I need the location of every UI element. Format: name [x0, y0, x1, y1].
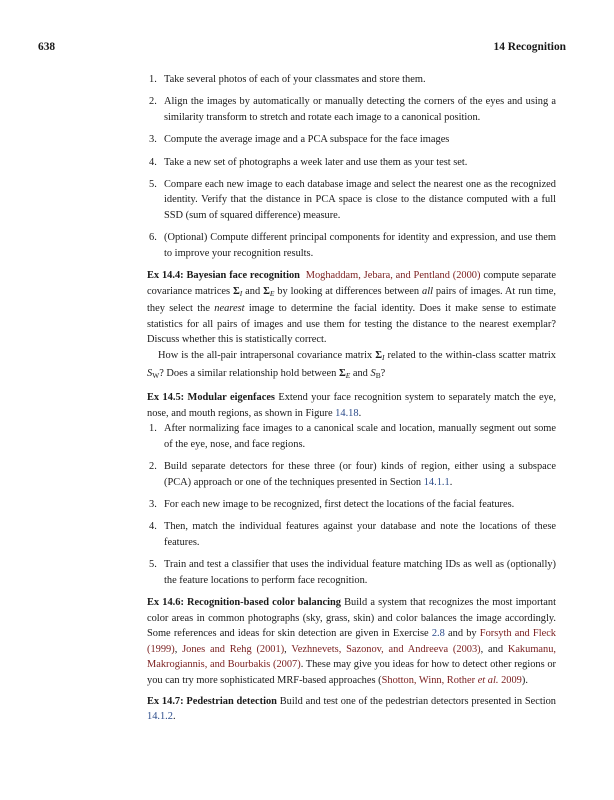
list-item: 3. Compute the average image and a PCA subspace for the face images — [149, 134, 450, 146]
citation-link[interactable]: Kakumanu, Makrogiannis, and Bourbakis (2007) — [147, 643, 557, 671]
modular-eigenfaces-list — [147, 421, 556, 588]
list-item: 2. Align the images by automatically or manually detecting the corners of the eyes and using a similarity transform to stretch and rotate each image to a canonical position. — [149, 96, 556, 123]
list-item: 4. Take a new set of photographs a week later and use them as your test set. — [149, 156, 468, 168]
procedure-list — [147, 72, 556, 261]
list-item: 1. After normalizing face images to a canonical scale and location, manually segment out some of the eye, nose, and face regions. — [149, 423, 556, 450]
exercise-14-7: Ex 14.7: Pedestrian detection Build and test one of the pedestrian detectors presented in Section 14.1.2. — [147, 695, 556, 723]
exercise-14-6: Ex 14.6: Recognition-based color balancing Build a system that recognizes the most important color areas in common photographs (sky, grass, skin) and color balances the image accordingly. Some references and ideas for skin detection are given in Exercise 2.8 and by Forsyth and Fleck (1999), Jones and Rehg (2001), Vezhnevets, Sazonov, and Andreeva (2003), and Kakumanu, Makrogiannis, and Bourbakis (2007). These may give you ideas for how to detect other regions or you can try more sophisticated MRF-based approaches (Shotton, Winn, Rother et al. 2009). — [147, 597, 557, 687]
list-item: 3. For each new image to be recognized, first detect the locations of the facial features. — [149, 499, 515, 511]
citation-link[interactable]: Forsyth and Fleck (1999) — [147, 628, 557, 655]
list-item: 1. Take several photos of each of your classmates and store them. — [149, 74, 426, 85]
citation-link[interactable]: Vezhnevets, Sazonov, and Andreeva (2003) — [291, 643, 481, 655]
exercise-link[interactable]: 2.8 — [431, 628, 445, 640]
exercise-title: Ex 14.7: Pedestrian detection — [147, 695, 277, 707]
exercise-14-4: Ex 14.4: Bayesian face recognition Moghaddam, Jebara, and Pentland (2000) compute separate covariance matrices $\Sigma_I$ and $\Sigma_E$ by looking at differences between all pairs of images. At run time, they select the nearest image to determine the facial identity. Does it make sense to estimate statistics for all pairs of images and use them for testing the distance to the nearest exemplar? Discuss whether this is statistically correct. How is the all-pair intrapersonal covariance matrix $\Sigma_I$ related to the within-class scatter matrix SW? Does a similar relationship hold between $\Sigma_E$ and SB? — [147, 270, 557, 380]
section-link[interactable]: 14.1.2 — [147, 711, 173, 723]
body-text — [147, 72, 556, 725]
list-item: 5. Compare each new image to each database image and select the nearest one as the recognized identity. Verify that the distance in PCA space is close to the distance computed with a full SSD (sum of squared difference) measure. — [149, 179, 556, 221]
page-number: 638 — [38, 41, 56, 53]
list-item: 4. Then, match the individual features against your database and note the locations of these features. — [149, 521, 556, 548]
list-item: 6. (Optional) Compute different principal components for identity and expression, and use them to improve your recognition results. — [149, 232, 556, 259]
exercise-title: Ex 14.6: Recognition-based color balancing — [147, 597, 341, 609]
exercise-title: Ex 14.5: Modular eigenfaces — [147, 392, 275, 404]
list-item: 2. Build separate detectors for these three (or four) kinds of region, either using a subspace (PCA) approach or one of the techniques presented in Section 14.1.1. — [149, 461, 556, 488]
citation-link[interactable]: Shotton, Winn, Rother et al. 2009 — [381, 675, 522, 687]
section-link[interactable]: 14.1.1 — [423, 476, 450, 488]
chapter-title: 14 Recognition — [493, 41, 566, 53]
figure-link[interactable]: 14.18 — [335, 407, 359, 419]
exercise-14-5: Ex 14.5: Modular eigenfaces Extend your face recognition system to separately match the eye, nose, and mouth regions, as shown in Figure 14.18. 1. After normalizing face images to a canonical scale and location, manually segment out some of the eye, nose, and face regions. 2. Build separate detectors for these three (or four) kinds of region, either using a subspace (PCA) approach or one of the techniques presented in Section 14.1.1. 3. For each new image to be recognized, first detect the locations of the facial features. 4. Then, match the individual features against your database and note the locations of these features. 5. Train and test a classifier that uses the individual feature matching IDs as well as (optionally) the feature locations to perform face recognition. — [147, 390, 556, 588]
exercise-title: Ex 14.4: Bayesian face recognition — [147, 270, 300, 282]
citation-link[interactable]: Jones and Rehg (2001) — [182, 643, 285, 655]
citation-link[interactable]: Moghaddam, Jebara, and Pentland (2000) — [305, 270, 481, 282]
list-item: 5. Train and test a classifier that uses the individual feature matching IDs as well as (optionally) the feature locations to perform face recognition. — [149, 559, 556, 586]
